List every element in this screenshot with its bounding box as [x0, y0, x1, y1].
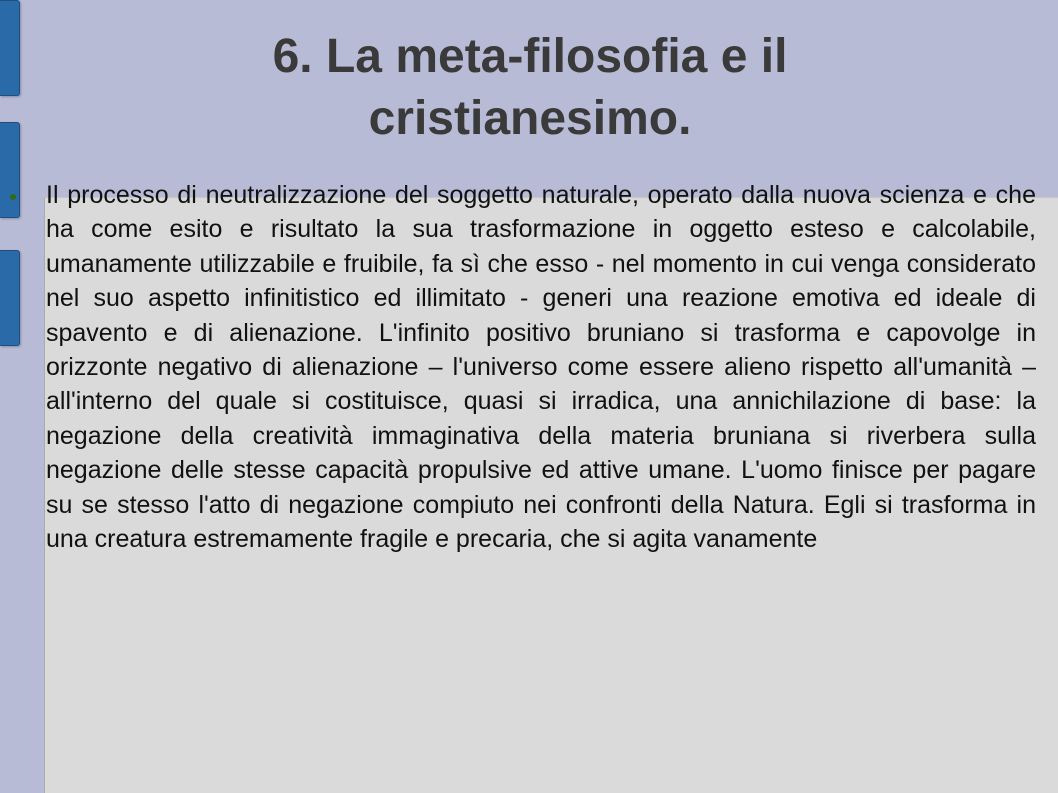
accent-bar-top: [0, 0, 20, 96]
accent-bar-middle: [0, 122, 20, 218]
left-decoration-strip: [0, 0, 24, 793]
bullet-paragraph: Il processo di neutralizzazione del soggetto naturale, operato dalla nuova scienza e che ha come esito e risultato la sua trasformazione in oggetto esteso e calcolabile, umanamente utilizzabile e fruibile, fa sì che esso - nel momento in cui venga considerato nel suo aspetto infinitistico ed illimitato - generi una reazione emotiva ed ideale di spavento e di alienazione. L'infinito positivo bruniano si trasforma e capovolge in orizzonte negativo di alienazione – l'universo come essere alieno rispetto all'umanità – all'interno del quale si costituisce, quasi si irradica, una annichilazione di base: la negazione della creatività immaginativa della materia bruniana si riverbera sulla negazione delle stesse capacità propulsive ed attive umane. L'uomo finisce per pagare su se stesso l'atto di negazione compiuto nei confronti della Natura. Egli si trasforma in una creatura estremamente fragile e precaria, che si agita vanamente: [46, 181, 1036, 554]
bullet-dot-icon: [10, 194, 16, 200]
accent-bar-bottom: [0, 250, 20, 346]
slide-title: 6. La meta-filosofia e il cristianesimo.: [272, 30, 788, 145]
